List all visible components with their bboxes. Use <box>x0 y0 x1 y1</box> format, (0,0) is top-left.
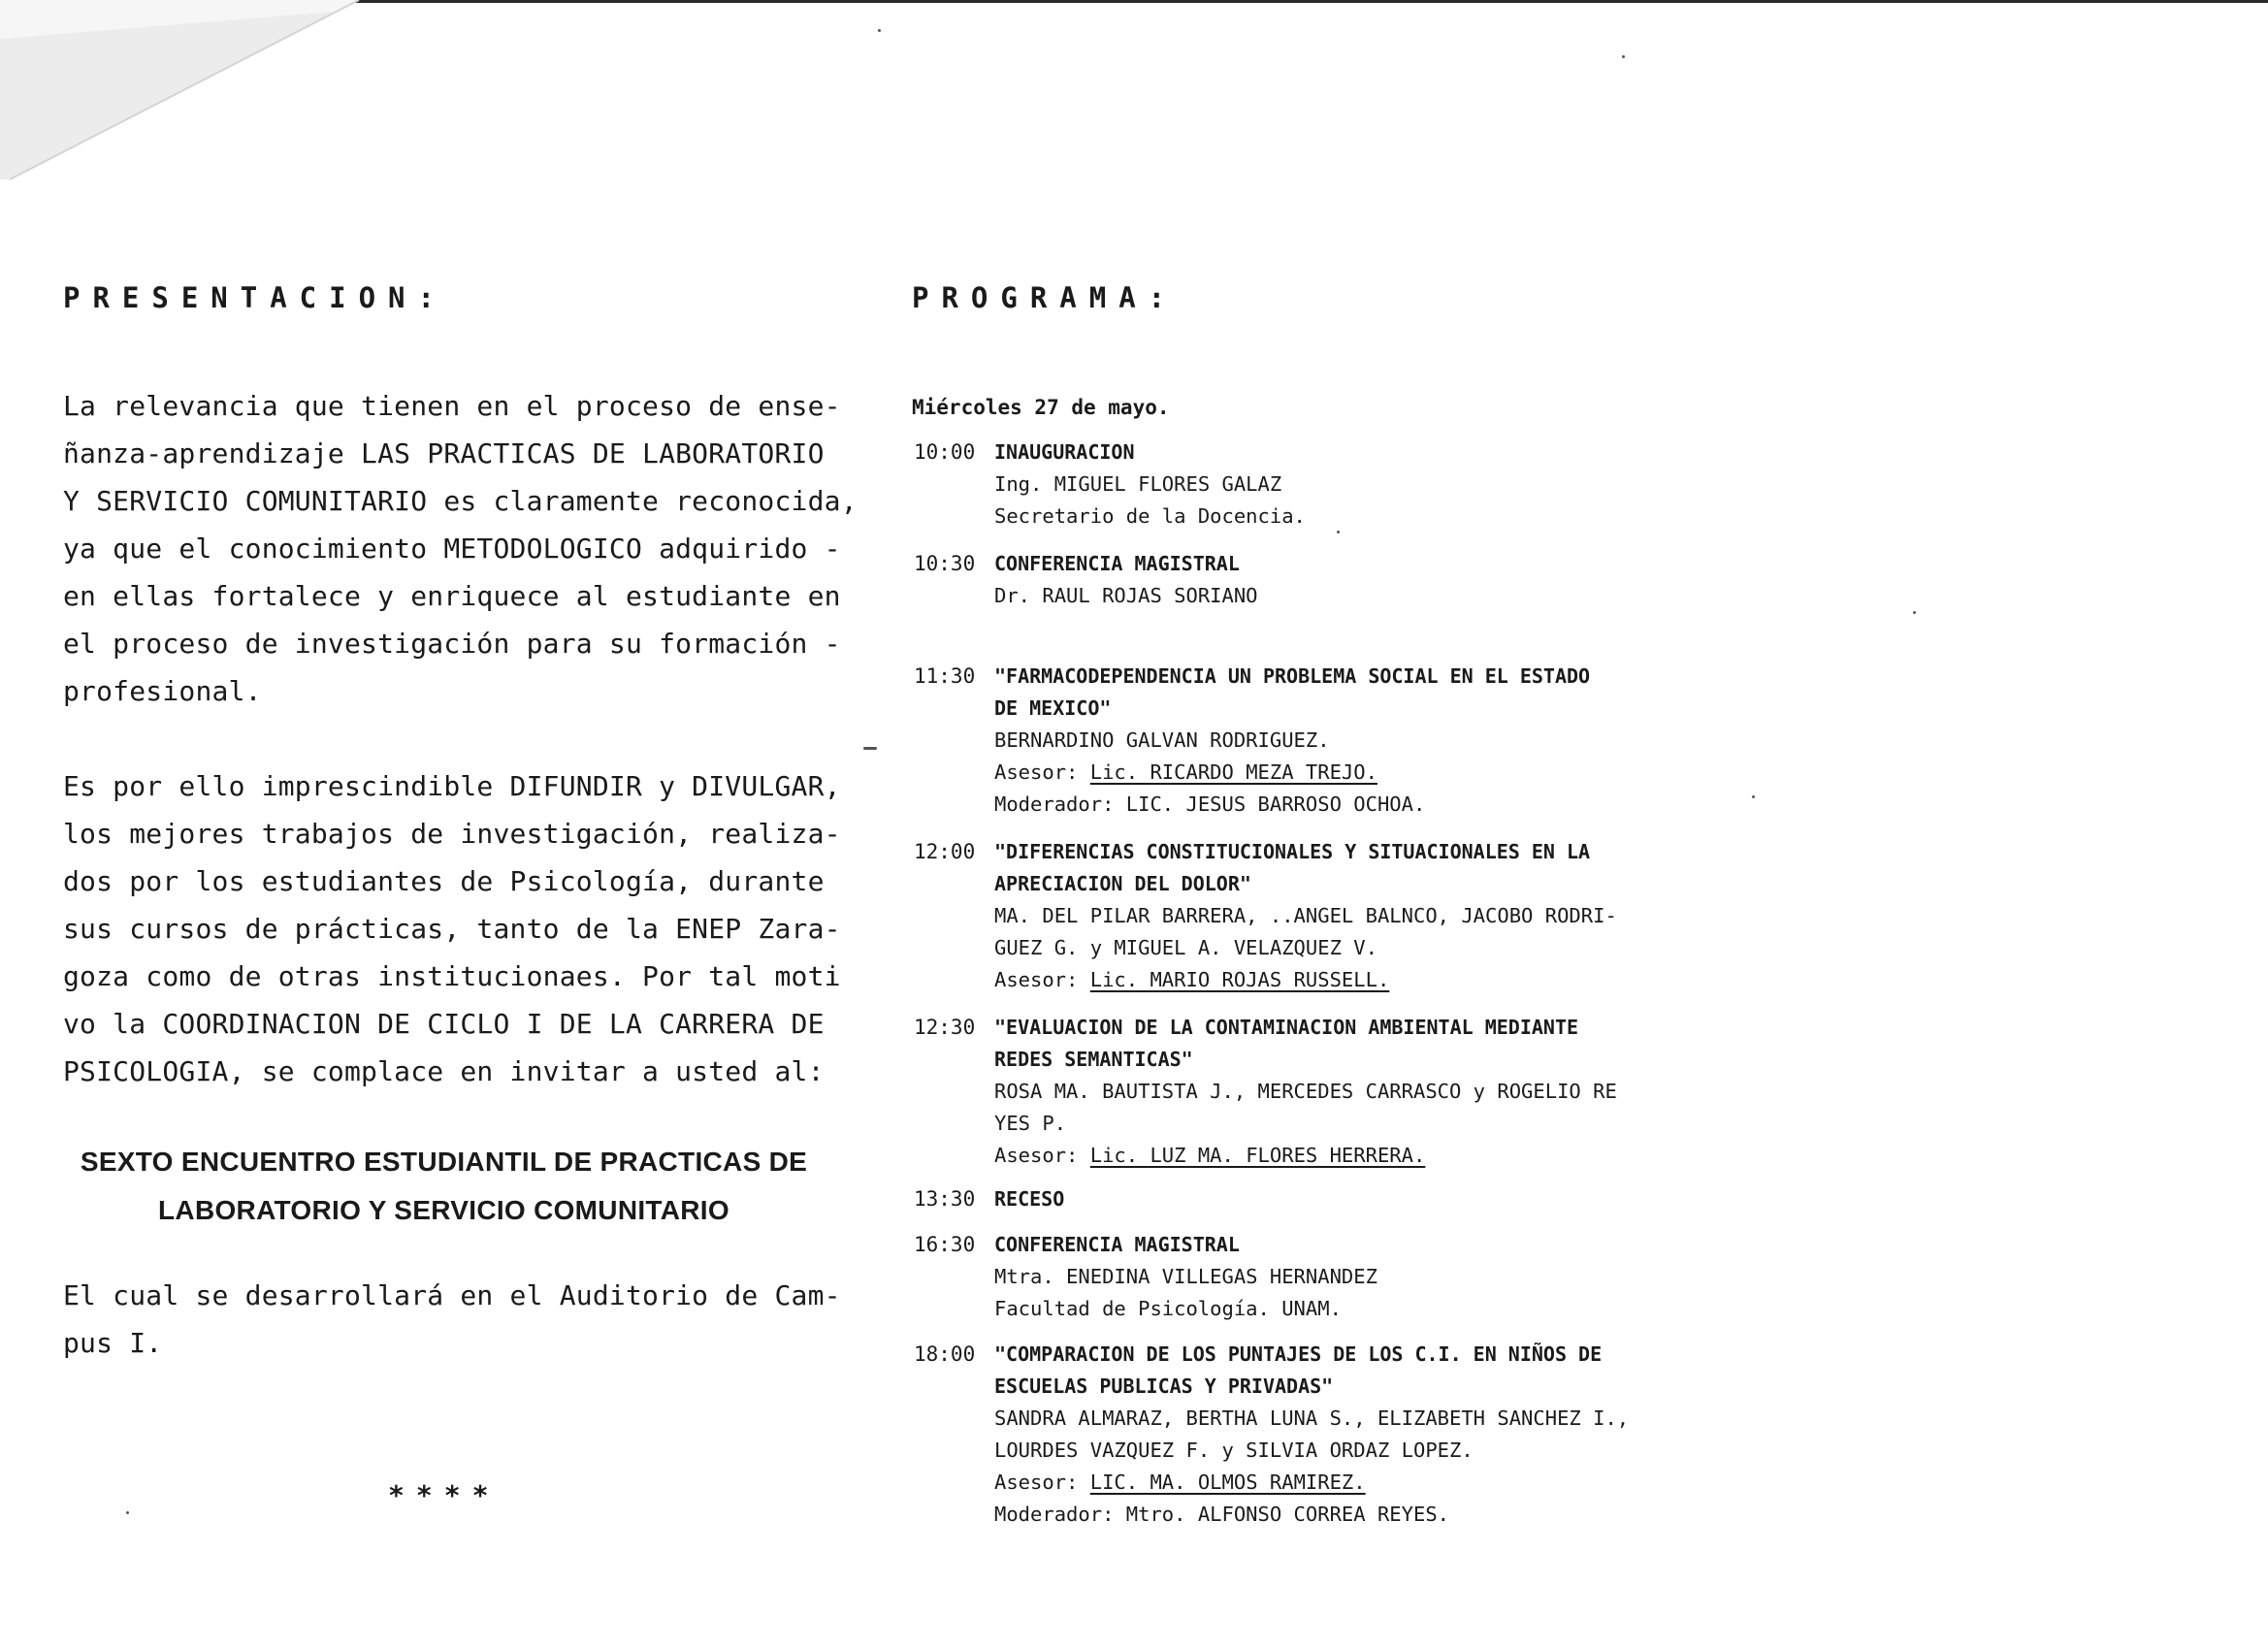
entry-time: 10:30 <box>914 552 976 575</box>
program-entry <box>912 1339 1882 1531</box>
paper-speck <box>126 1511 129 1514</box>
stars-divider: **** <box>388 1479 501 1511</box>
entry-detail: YES P. <box>994 1112 1067 1135</box>
entry-title: "FARMACODEPENDENCIA UN PROBLEMA SOCIAL EN EL ESTADO <box>994 664 1591 688</box>
program-entry <box>912 1012 1882 1172</box>
entry-time: 10:00 <box>914 440 976 464</box>
presentation-paragraph <box>63 382 858 715</box>
entry-asesor <box>994 1140 1882 1172</box>
entry-asesor <box>994 964 1882 996</box>
event-title-line: LABORATORIO Y SERVICIO COMUNITARIO <box>158 1195 729 1225</box>
program-entry <box>912 436 1882 533</box>
asesor-name: LIC. MA. OLMOS RAMIREZ. <box>1089 1471 1366 1494</box>
moderador-label: Moderador: <box>994 1503 1115 1526</box>
text-line: PSICOLOGIA, se complace en invitar a usted al: <box>63 1055 825 1087</box>
text-line: dos por los estudiantes de Psicología, durante <box>63 865 825 897</box>
paper-speck <box>878 29 881 32</box>
text-line: sus cursos de prácticas, tanto de la ENEP Zara- <box>63 913 841 945</box>
text-line: en ellas fortalece y enriquece al estudiante en <box>63 580 841 612</box>
entry-detail: Ing. MIGUEL FLORES GALAZ <box>994 472 1282 496</box>
program-section <box>912 281 1882 1531</box>
text-line: Y SERVICIO COMUNITARIO es claramente reconocida, <box>63 485 858 517</box>
invitation-paragraph <box>63 762 839 1095</box>
text-line: ya que el conocimiento METODOLOGICO adquirido - <box>63 533 841 565</box>
program-entry <box>912 661 1882 821</box>
moderador-label: Moderador: <box>994 792 1115 816</box>
text-line: los mejores trabajos de investigación, realiza- <box>63 818 841 850</box>
day-heading: Miércoles 27 de mayo. <box>912 396 1170 419</box>
program-entry <box>912 548 1882 612</box>
entry-title: INAUGURACION <box>994 440 1135 464</box>
text-line: Es por ello imprescindible DIFUNDIR y DIVULGAR, <box>63 770 841 802</box>
paper-speck <box>863 747 877 750</box>
text-line: La relevancia que tienen en el proceso de ense- <box>63 390 841 422</box>
program-heading: PROGRAMA: <box>912 281 1179 314</box>
entry-detail: Facultad de Psicología. UNAM. <box>994 1297 1342 1320</box>
entry-detail: Dr. RAUL ROJAS SORIANO <box>994 584 1258 607</box>
moderador-name: LIC. JESUS BARROSO OCHOA. <box>1125 792 1426 816</box>
asesor-name: Lic. MARIO ROJAS RUSSELL. <box>1089 968 1390 991</box>
text-line: El cual se desarrollará en el Auditorio de Cam- <box>63 1279 841 1311</box>
asesor-label: Asesor: <box>994 1144 1079 1167</box>
entry-time: 16:30 <box>914 1233 976 1256</box>
entry-time: 11:30 <box>914 664 976 688</box>
moderador-name: Mtro. ALFONSO CORREA REYES. <box>1125 1503 1450 1526</box>
entry-moderador <box>994 789 1882 821</box>
program-entry <box>912 1183 1882 1215</box>
entry-title: APRECIACION DEL DOLOR" <box>994 872 1251 895</box>
folded-corner <box>0 0 369 184</box>
entry-detail: BERNARDINO GALVAN RODRIGUEZ. <box>994 728 1330 752</box>
text-line: ñanza-aprendizaje LAS PRACTICAS DE LABORATORIO <box>63 437 825 469</box>
entry-title: "EVALUACION DE LA CONTAMINACION AMBIENTAL MEDIANTE <box>994 1016 1579 1039</box>
event-title-line: SEXTO ENCUENTRO ESTUDIANTIL DE PRACTICAS DE <box>80 1147 808 1177</box>
event-title <box>63 1138 825 1235</box>
entry-title: DE MEXICO" <box>994 696 1112 720</box>
presentation-section <box>63 281 858 1367</box>
text-line: vo la COORDINACION DE CICLO I DE LA CARRERA DE <box>63 1008 825 1040</box>
entry-detail: Mtra. ENEDINA VILLEGAS HERNANDEZ <box>994 1265 1377 1288</box>
text-line: pus I. <box>63 1327 163 1359</box>
entry-time: 12:00 <box>914 840 976 863</box>
entry-title: REDES SEMANTICAS" <box>994 1048 1193 1071</box>
asesor-label: Asesor: <box>994 1471 1079 1494</box>
program-entry <box>912 1229 1882 1325</box>
text-line: profesional. <box>63 675 262 707</box>
entry-detail: SANDRA ALMARAZ, BERTHA LUNA S., ELIZABETH SANCHEZ I., <box>994 1406 1630 1430</box>
entry-detail: LOURDES VAZQUEZ F. y SILVIA ORDAZ LOPEZ. <box>994 1439 1474 1462</box>
entry-detail: MA. DEL PILAR BARRERA, ..ANGEL BALNCO, JACOBO RODRI- <box>994 904 1617 927</box>
venue-paragraph <box>63 1272 839 1367</box>
entry-title: CONFERENCIA MAGISTRAL <box>994 1233 1240 1256</box>
entry-title: "COMPARACION DE LOS PUNTAJES DE LOS C.I. EN NIÑOS DE <box>994 1342 1603 1366</box>
presentation-heading: PRESENTACION: <box>63 281 447 314</box>
paper-speck <box>1622 55 1625 58</box>
entry-asesor <box>994 757 1882 789</box>
asesor-name: Lic. RICARDO MEZA TREJO. <box>1089 760 1377 784</box>
entry-title: "DIFERENCIAS CONSTITUCIONALES Y SITUACIONALES EN LA <box>994 840 1591 863</box>
entry-title: ESCUELAS PUBLICAS Y PRIVADAS" <box>994 1374 1334 1398</box>
text-line: goza como de otras institucionaes. Por tal moti <box>63 960 841 992</box>
text-line: el proceso de investigación para su formación - <box>63 628 841 660</box>
entry-title: CONFERENCIA MAGISTRAL <box>994 552 1240 575</box>
entry-detail: GUEZ G. y MIGUEL A. VELAZQUEZ V. <box>994 936 1377 959</box>
entry-asesor <box>994 1467 1882 1499</box>
paper-speck <box>1913 611 1916 614</box>
entry-detail: ROSA MA. BAUTISTA J., MERCEDES CARRASCO y ROGELIO RE <box>994 1080 1617 1103</box>
program-entry <box>912 836 1882 996</box>
entry-time: 12:30 <box>914 1016 976 1039</box>
entry-time: 18:00 <box>914 1342 976 1366</box>
asesor-label: Asesor: <box>994 760 1079 784</box>
asesor-label: Asesor: <box>994 968 1079 991</box>
entry-moderador <box>994 1499 1882 1531</box>
asesor-name: Lic. LUZ MA. FLORES HERRERA. <box>1089 1144 1426 1167</box>
entry-title: RECESO <box>994 1187 1065 1211</box>
entry-time: 13:30 <box>914 1187 976 1211</box>
entry-detail: Secretario de la Docencia. <box>994 504 1306 528</box>
